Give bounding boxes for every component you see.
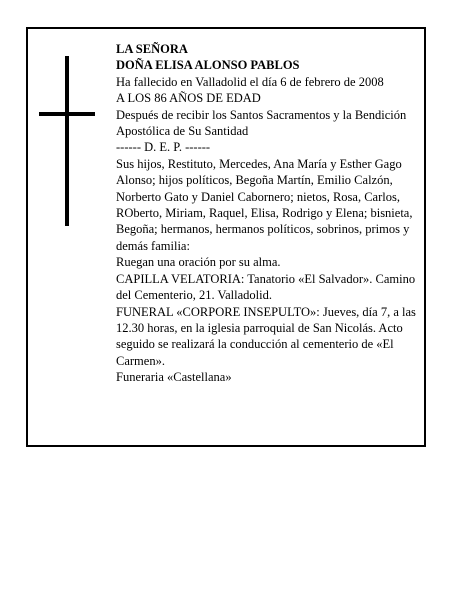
prayer-request: Ruegan una oración por su alma. <box>116 255 281 270</box>
family-list: Sus hijos, Restituto, Mercedes, Ana María y Esther Gago Alonso; hijos políticos, Begoña Martín, Emilio Calzón, Norberto Gato y Daniel Cabornero; nietos, Rosa, Carlos, ROberto, Miriam, Raquel, Elisa, Rodrigo y Elena; bisnieta, Begoña; hermanos, hermanos políticos, sobrinos, primos y demás familia: <box>116 156 413 253</box>
obituary-notice <box>26 27 426 447</box>
funeral-home: Funeraria «Castellana» <box>116 370 232 385</box>
cross-vertical-bar <box>65 56 69 226</box>
rip-line: ------ D. E. P. ------ <box>116 140 211 155</box>
chapel-info: CAPILLA VELATORIA: Tanatorio «El Salvador». Camino del Cementerio, 21. Valladolid. <box>116 271 416 303</box>
title-line: LA SEÑORA <box>116 42 188 56</box>
deceased-name: DOÑA ELISA ALONSO PABLOS <box>116 58 300 73</box>
sacraments-line: Después de recibir los Santos Sacramentos y la Bendición Apostólica de Su Santidad <box>116 107 407 139</box>
age-line: A LOS 86 AÑOS DE EDAD <box>116 91 261 106</box>
funeral-info: FUNERAL «CORPORE INSEPULTO»: Jueves, día 7, a las 12.30 horas, en la iglesia parroquial de San Nicolás. Acto seguido se realizará la conducción al cementerio de «El Carmen». <box>116 304 416 368</box>
notice-text <box>116 41 426 386</box>
cross-horizontal-bar <box>39 112 95 116</box>
cross-icon <box>39 56 95 226</box>
death-statement: Ha fallecido en Valladolid el día 6 de febrero de 2008 <box>116 74 384 89</box>
